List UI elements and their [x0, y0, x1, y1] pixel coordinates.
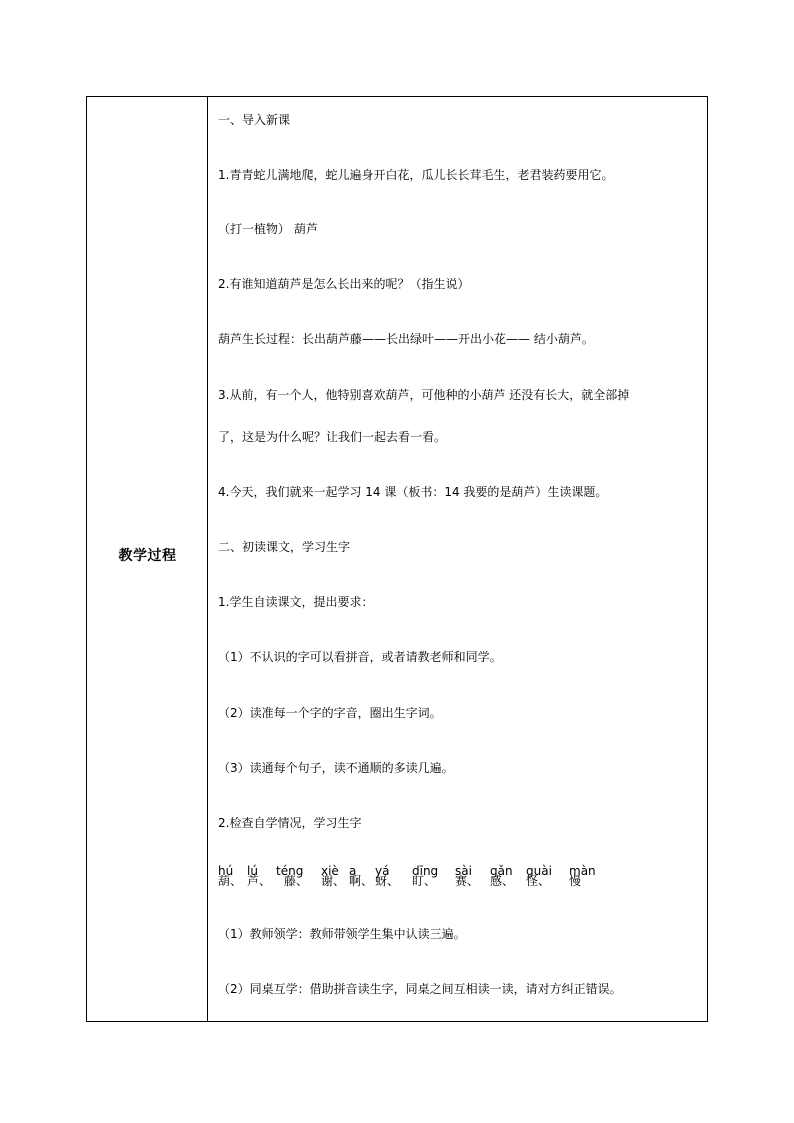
pinyin: màn [569, 864, 596, 878]
hanzi: 慢 [569, 874, 582, 888]
pinyin: lú [247, 864, 258, 878]
pinyin: xiè [321, 864, 339, 878]
hanzi: 谢、 [321, 874, 346, 888]
char-item [455, 865, 495, 895]
hanzi: 赛、 [455, 874, 480, 888]
riddle-answer-line: （打一植物） 葫芦 [218, 222, 318, 236]
story-line-2: 了，这是为什么呢？让我们一起去看一看。 [218, 430, 447, 444]
char-item [375, 865, 415, 895]
hanzi: 盯、 [412, 874, 437, 888]
pinyin: guài [526, 864, 552, 878]
lesson-table [86, 96, 708, 1022]
hanzi: 感、 [490, 874, 515, 888]
growth-process-line: 葫芦生长过程：长出葫芦藤——长出绿叶——开出小花—— 结小葫芦。 [218, 332, 594, 346]
pinyin: sài [455, 864, 472, 878]
riddle-line: 1.青青蛇儿满地爬，蛇儿遍身开白花，瓜儿长长茸毛生，老君装药要用它。 [218, 168, 614, 182]
pinyin: hú [218, 864, 234, 878]
section-label: 教学过程 [118, 548, 177, 564]
teacher-lead-line: （1）教师领学：教师带领学生集中认读三遍。 [218, 927, 466, 941]
pinyin: yá [375, 864, 390, 878]
pinyin-character-row [218, 865, 638, 895]
pinyin: gǎn [490, 864, 513, 878]
hanzi: 蚜、 [375, 874, 400, 888]
section-label-cell [87, 97, 208, 1021]
pinyin: téng [276, 864, 304, 878]
hanzi: 藤、 [284, 874, 309, 888]
char-item [526, 865, 566, 895]
lesson-title-line: 4.今天，我们就来一起学习 14 课（板书：14 我要的是葫芦）生读课题。 [218, 485, 608, 499]
section-heading-intro: 一、导入新课 [218, 113, 291, 127]
char-item [412, 865, 452, 895]
hanzi: 啊、 [349, 874, 374, 888]
peer-study-line: （2）同桌互学：借助拼音读生字，同桌之间互相读一读，请对方纠正错误。 [218, 982, 622, 996]
hanzi: 葫、 [218, 874, 243, 888]
section-heading-reading: 二、初读课文，学习生字 [218, 540, 351, 554]
char-item [276, 865, 316, 895]
char-item [490, 865, 530, 895]
pinyin: a [349, 864, 357, 878]
pinyin: dīng [412, 864, 439, 878]
requirement-3: （3）读通每个句子，读不通顺的多读几遍。 [218, 761, 454, 775]
char-item [569, 865, 609, 895]
question-line: 2.有谁知道葫芦是怎么长出来的呢？（指生说） [218, 277, 470, 291]
requirement-1: （1）不认识的字可以看拼音，或者请教老师和同学。 [218, 650, 502, 664]
hanzi: 怪、 [526, 874, 551, 888]
check-study-line: 2.检查自学情况，学习生字 [218, 816, 362, 830]
requirements-line: 1.学生自读课文，提出要求： [218, 595, 374, 609]
story-line-1: 3.从前，有一个人，他特别喜欢葫芦，可他种的小葫芦 还没有长大，就全部掉 [218, 388, 630, 402]
lesson-content [208, 97, 707, 1021]
requirement-2: （2）读准每一个字的字音，圈出生字词。 [218, 706, 442, 720]
hanzi: 芦、 [247, 874, 272, 888]
